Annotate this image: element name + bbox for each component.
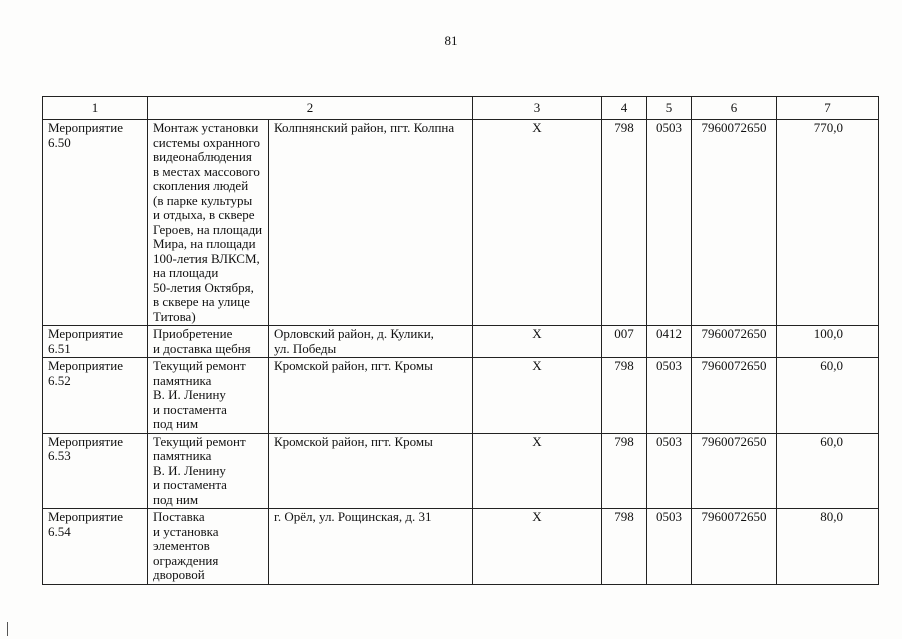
col6-cell: 7960072650 xyxy=(692,509,777,585)
amount-cell: 80,0 xyxy=(777,509,879,585)
col5-cell: 0412 xyxy=(647,326,692,358)
col6-cell: 7960072650 xyxy=(692,120,777,326)
description-cell: Монтаж установки системы охранного видеонаблюдения в местах массового скопления людей (в парке культуры и отдыха, в сквере Героев, на площади Мира, на площади 100-летия ВЛКСМ, на площади 50-летия Октября, в сквере на улице Титова) xyxy=(148,120,269,326)
description-cell: Текущий ремонт памятника В. И. Ленину и постамента под ним xyxy=(148,358,269,434)
event-cell: Мероприятие 6.52 xyxy=(43,358,148,434)
col4-cell: 798 xyxy=(602,433,647,509)
column-header-2: 2 xyxy=(148,97,473,120)
col3-cell: X xyxy=(473,509,602,585)
page-number: 81 xyxy=(444,33,458,48)
col3-cell: X xyxy=(473,358,602,434)
column-header-5: 5 xyxy=(647,97,692,120)
column-header-7: 7 xyxy=(777,97,879,120)
amount-cell: 60,0 xyxy=(777,433,879,509)
col3-cell: X xyxy=(473,326,602,358)
table-row xyxy=(43,326,879,358)
col4-cell: 798 xyxy=(602,358,647,434)
col5-cell: 0503 xyxy=(647,358,692,434)
col4-cell: 798 xyxy=(602,509,647,585)
column-header-6: 6 xyxy=(692,97,777,120)
event-cell: Мероприятие 6.54 xyxy=(43,509,148,585)
table-row xyxy=(43,358,879,434)
table-row xyxy=(43,509,879,585)
col4-cell: 007 xyxy=(602,326,647,358)
column-header-4: 4 xyxy=(602,97,647,120)
col3-cell: X xyxy=(473,120,602,326)
description-cell: Текущий ремонт памятника В. И. Ленину и постамента под ним xyxy=(148,433,269,509)
col6-cell: 7960072650 xyxy=(692,326,777,358)
amount-cell: 770,0 xyxy=(777,120,879,326)
table-row xyxy=(43,120,879,326)
col3-cell: X xyxy=(473,433,602,509)
table-header-row xyxy=(43,97,879,120)
col6-cell: 7960072650 xyxy=(692,358,777,434)
location-cell: Кромской район, пгт. Кромы xyxy=(269,433,473,509)
amount-cell: 100,0 xyxy=(777,326,879,358)
table-row xyxy=(43,433,879,509)
event-cell: Мероприятие 6.51 xyxy=(43,326,148,358)
column-header-3: 3 xyxy=(473,97,602,120)
location-cell: Колпнянский район, пгт. Колпна xyxy=(269,120,473,326)
location-cell: г. Орёл, ул. Рощинская, д. 31 xyxy=(269,509,473,585)
col6-cell: 7960072650 xyxy=(692,433,777,509)
description-cell: Поставка и установка элементов ограждения дворовой xyxy=(148,509,269,585)
event-cell: Мероприятие 6.50 xyxy=(43,120,148,326)
budget-table xyxy=(42,96,879,585)
location-cell: Кромской район, пгт. Кромы xyxy=(269,358,473,434)
location-cell: Орловский район, д. Кулики, ул. Победы xyxy=(269,326,473,358)
amount-cell: 60,0 xyxy=(777,358,879,434)
col5-cell: 0503 xyxy=(647,120,692,326)
col5-cell: 0503 xyxy=(647,433,692,509)
col5-cell: 0503 xyxy=(647,509,692,585)
event-cell: Мероприятие 6.53 xyxy=(43,433,148,509)
col4-cell: 798 xyxy=(602,120,647,326)
description-cell: Приобретение и доставка щебня xyxy=(148,326,269,358)
scan-margin-mark xyxy=(7,622,8,636)
column-header-1: 1 xyxy=(43,97,148,120)
